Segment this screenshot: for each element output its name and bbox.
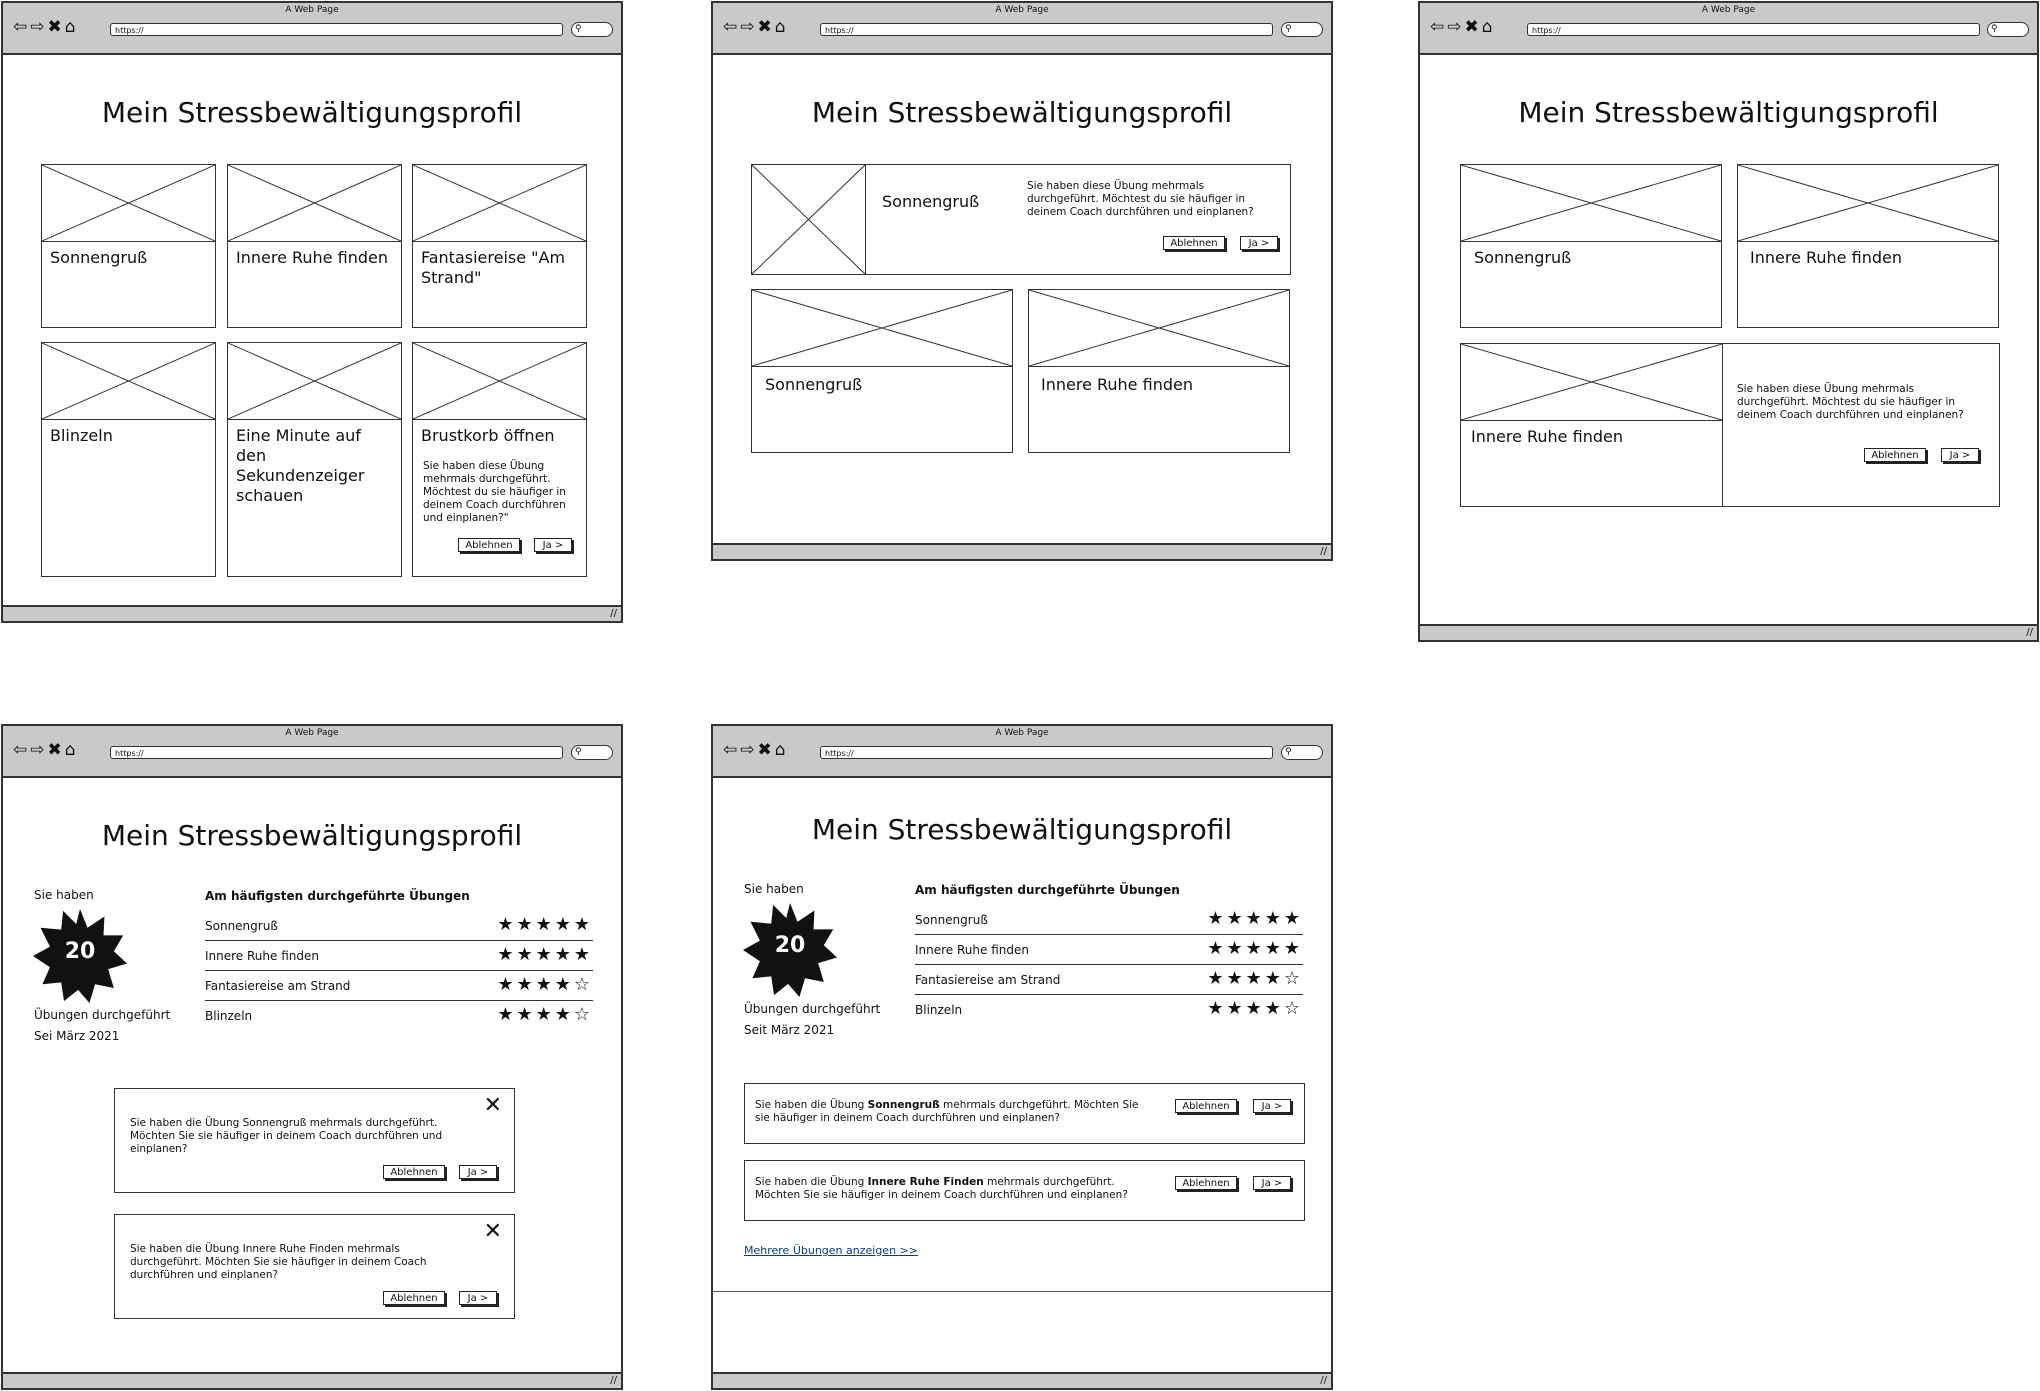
suggestion-notice (114, 1088, 515, 1193)
suggestion-notice (744, 1083, 1305, 1144)
suggestion-notice (744, 1160, 1305, 1221)
exercise-row: Sonnengruß ★★★★★ (915, 904, 1303, 935)
page-title: Mein Stressbewältigungsprofil (811, 96, 1233, 129)
url-bar[interactable]: https:// (820, 746, 1273, 759)
image-placeholder (42, 165, 215, 242)
arrow-right-icon[interactable]: ⇨ (740, 740, 758, 760)
search-icon: ⚲ (1285, 24, 1292, 34)
arrow-right-icon[interactable]: ⇨ (740, 17, 758, 37)
arrow-right-icon[interactable]: ⇨ (30, 17, 48, 37)
resize-grip-icon[interactable]: // (1320, 546, 1327, 557)
exercise-row: Innere Ruhe finden ★★★★★ (915, 934, 1303, 965)
page-title: Mein Stressbewältigungsprofil (1518, 96, 1939, 129)
arrow-left-icon[interactable]: ⇦ (723, 17, 741, 37)
divider (713, 1291, 1331, 1292)
image-placeholder (1461, 344, 1722, 421)
suggestion-text: Sie haben diese Übung mehrmals durchgeführt. Möchtest du sie häufiger in deinem Coach durchführen und einplanen?" (423, 460, 566, 524)
star-rating: ★★★★☆ (1207, 968, 1303, 989)
yes-button[interactable]: Ja > (1253, 1099, 1291, 1113)
exercise-card[interactable] (41, 164, 216, 328)
page-title: Mein Stressbewältigungsprofil (101, 96, 523, 129)
decline-button[interactable]: Ablehnen (1175, 1176, 1237, 1190)
summary-prefix: Sie haben (34, 888, 94, 902)
image-placeholder (1029, 290, 1289, 367)
card-label: Brustkorb öffnen (421, 426, 555, 445)
decline-button[interactable]: Ablehnen (383, 1291, 445, 1305)
exercise-card[interactable] (1460, 164, 1722, 328)
yes-button[interactable]: Ja > (534, 538, 572, 552)
star-rating: ★★★★★ (497, 914, 593, 935)
image-placeholder (413, 165, 586, 242)
exercise-card[interactable] (227, 342, 402, 577)
suggestion-text: Sie haben die Übung Innere Ruhe Finden mehrmals durchgeführt. Möchten Sie sie häufiger in deinem Coach durchführen und einplanen? (130, 1243, 427, 1281)
decline-button[interactable]: Ablehnen (458, 538, 520, 552)
exercise-row: Fantasiereise am Strand ★★★★☆ (205, 970, 593, 1001)
home-icon[interactable]: ⌂ (774, 740, 789, 760)
card-label: Innere Ruhe finden (1750, 248, 1902, 267)
card-label: Fantasiereise "Am Strand" (421, 248, 566, 287)
image-placeholder (413, 343, 586, 420)
exercise-name: Sonnengruß (867, 1099, 940, 1111)
arrow-right-icon[interactable]: ⇨ (1447, 17, 1465, 37)
home-icon[interactable]: ⌂ (64, 740, 79, 760)
browser-window-5 (711, 724, 1333, 1390)
status-bar (3, 605, 621, 621)
top-exercises-heading: Am häufigsten durchgeführte Übungen (915, 883, 1180, 897)
exercise-card[interactable] (1737, 164, 1999, 328)
search-icon: ⚲ (1991, 24, 1998, 34)
resize-grip-icon[interactable]: // (2026, 627, 2033, 638)
browser-toolbar (1420, 3, 2037, 55)
browser-toolbar (713, 726, 1331, 778)
close-icon[interactable]: ✖ (757, 17, 775, 37)
yes-button[interactable]: Ja > (1941, 448, 1979, 462)
image-placeholder (228, 165, 401, 242)
home-icon[interactable]: ⌂ (774, 17, 789, 37)
exercise-card[interactable] (41, 342, 216, 577)
image-placeholder (752, 165, 866, 274)
suggestion-text: Sie haben die Übung Sonnengruß mehrmals durchgeführt. Möchten Sie sie häufiger in deinem Coach durchführen und einplanen? (755, 1099, 1139, 1124)
suggestion-notice (114, 1214, 515, 1319)
star-rating: ★★★★★ (1207, 908, 1303, 929)
search-icon: ⚲ (575, 24, 582, 34)
star-rating: ★★★★☆ (1207, 998, 1303, 1019)
image-placeholder (1461, 165, 1721, 242)
card-label: Innere Ruhe finden (236, 248, 388, 267)
arrow-right-icon[interactable]: ⇨ (30, 740, 48, 760)
exercise-name: Innere Ruhe Finden (867, 1176, 984, 1188)
window-title: A Web Page (995, 5, 1049, 15)
card-label: Sonnengruß (765, 375, 863, 394)
exercise-card[interactable] (227, 164, 402, 328)
card-label: Innere Ruhe finden (1471, 427, 1623, 446)
resize-grip-icon[interactable]: // (610, 1375, 617, 1386)
close-icon[interactable]: ✖ (1464, 17, 1482, 37)
count-value: 20 (64, 939, 96, 964)
exercise-card-expanded[interactable] (1460, 343, 2000, 507)
close-icon[interactable]: ✖ (757, 740, 775, 760)
star-rating: ★★★★★ (1207, 938, 1303, 959)
summary-since: Sei März 2021 (34, 1029, 120, 1043)
card-label: Sonnengruß (50, 248, 148, 267)
image-placeholder (42, 343, 215, 420)
exercise-card[interactable] (751, 289, 1013, 453)
top-exercises-heading: Am häufigsten durchgeführte Übungen (205, 889, 470, 903)
close-icon[interactable]: ✖ (47, 17, 65, 37)
resize-grip-icon[interactable]: // (1320, 1375, 1327, 1386)
arrow-left-icon[interactable]: ⇦ (13, 740, 31, 760)
summary-prefix: Sie haben (744, 882, 804, 896)
more-exercises-link[interactable]: Mehrere Übungen anzeigen >> (744, 1244, 918, 1257)
search-field[interactable] (571, 745, 613, 760)
window-title: A Web Page (285, 728, 339, 738)
yes-button[interactable]: Ja > (459, 1165, 497, 1179)
exercise-card-suggestion[interactable] (412, 342, 587, 577)
decline-button[interactable]: Ablehnen (1864, 448, 1926, 462)
search-field[interactable] (1281, 745, 1323, 760)
count-badge (33, 909, 127, 1003)
status-bar (713, 543, 1331, 559)
window-title: A Web Page (995, 728, 1049, 738)
card-label: Blinzeln (50, 426, 113, 445)
home-icon[interactable]: ⌂ (1481, 17, 1496, 37)
suggestion-text: Sie haben die Übung Sonnengruß mehrmals durchgeführt. Möchten Sie sie häufiger in deinem Coach durchführen und einplanen? (130, 1117, 443, 1155)
browser-window-1 (1, 1, 623, 623)
card-divider (1722, 344, 1723, 506)
browser-window-4 (1, 724, 623, 1390)
featured-exercise-card[interactable] (751, 164, 1291, 275)
close-icon[interactable]: ✕ (483, 1219, 502, 1244)
arrow-left-icon[interactable]: ⇦ (1430, 17, 1448, 37)
exercise-card[interactable] (1028, 289, 1290, 453)
url-bar[interactable]: https:// (110, 23, 563, 36)
close-icon[interactable]: ✖ (47, 740, 65, 760)
status-bar (1420, 624, 2037, 640)
image-placeholder (752, 290, 1012, 367)
yes-button[interactable]: Ja > (459, 1291, 497, 1305)
star-rating: ★★★★☆ (497, 974, 593, 995)
exercise-card[interactable] (412, 164, 587, 328)
decline-button[interactable]: Ablehnen (1175, 1099, 1237, 1113)
suggestion-text: Sie haben diese Übung mehrmals durchgeführt. Möchtest du sie häufiger in deinem Coach durchführen und einplanen? (1737, 383, 1964, 421)
image-placeholder (1738, 165, 1998, 242)
search-field[interactable] (571, 22, 613, 37)
browser-toolbar (3, 3, 621, 55)
decline-button[interactable]: Ablehnen (1163, 236, 1225, 250)
status-bar (713, 1372, 1331, 1388)
arrow-left-icon[interactable]: ⇦ (13, 17, 31, 37)
url-bar[interactable]: https:// (820, 23, 1273, 36)
suggestion-text: Sie haben die Übung Innere Ruhe Finden mehrmals durchgeführt. Möchten Sie sie häufiger in deinem Coach durchführen und einplanen? (755, 1176, 1128, 1201)
exercise-row: Fantasiereise am Strand ★★★★☆ (915, 964, 1303, 995)
browser-toolbar (3, 726, 621, 778)
card-label: Eine Minute auf den Sekundenzeiger schauen (236, 426, 365, 505)
yes-button[interactable]: Ja > (1253, 1176, 1291, 1190)
search-icon: ⚲ (1285, 747, 1292, 757)
arrow-left-icon[interactable]: ⇦ (723, 740, 741, 760)
card-label: Innere Ruhe finden (1041, 375, 1193, 394)
exercise-row: Innere Ruhe finden ★★★★★ (205, 940, 593, 971)
count-badge (743, 903, 837, 997)
url-bar[interactable]: https:// (1527, 23, 1980, 36)
page-title: Mein Stressbewältigungsprofil (101, 819, 523, 852)
window-title: A Web Page (285, 5, 339, 15)
url-bar[interactable]: https:// (110, 746, 563, 759)
star-rating: ★★★★☆ (497, 1004, 593, 1025)
exercise-row: Blinzeln ★★★★☆ (205, 1004, 593, 1025)
home-icon[interactable]: ⌂ (64, 17, 79, 37)
count-value: 20 (774, 933, 806, 958)
close-icon[interactable]: ✕ (483, 1093, 502, 1118)
browser-window-2 (711, 1, 1333, 561)
suggestion-text: Sie haben diese Übung mehrmals durchgeführt. Möchtest du sie häufiger in deinem Coach durchführen und einplanen? (1027, 180, 1254, 218)
search-field[interactable] (1281, 22, 1323, 37)
search-field[interactable] (1987, 22, 2029, 37)
decline-button[interactable]: Ablehnen (383, 1165, 445, 1179)
summary-label: Übungen durchgeführt (34, 1008, 171, 1022)
window-title: A Web Page (1701, 5, 1756, 15)
image-placeholder (228, 343, 401, 420)
star-rating: ★★★★★ (497, 944, 593, 965)
page-title: Mein Stressbewältigungsprofil (811, 813, 1233, 846)
resize-grip-icon[interactable]: // (610, 608, 617, 619)
exercise-row: Blinzeln ★★★★☆ (915, 998, 1303, 1019)
browser-toolbar (713, 3, 1331, 55)
search-icon: ⚲ (575, 747, 582, 757)
card-label: Sonnengruß (1474, 248, 1572, 267)
exercise-row: Sonnengruß ★★★★★ (205, 910, 593, 941)
status-bar (3, 1372, 621, 1388)
yes-button[interactable]: Ja > (1240, 236, 1278, 250)
card-label: Sonnengruß (882, 192, 980, 211)
summary-label: Übungen durchgeführt (744, 1002, 881, 1016)
browser-window-3 (1418, 1, 2039, 642)
summary-since: Seit März 2021 (744, 1023, 835, 1037)
